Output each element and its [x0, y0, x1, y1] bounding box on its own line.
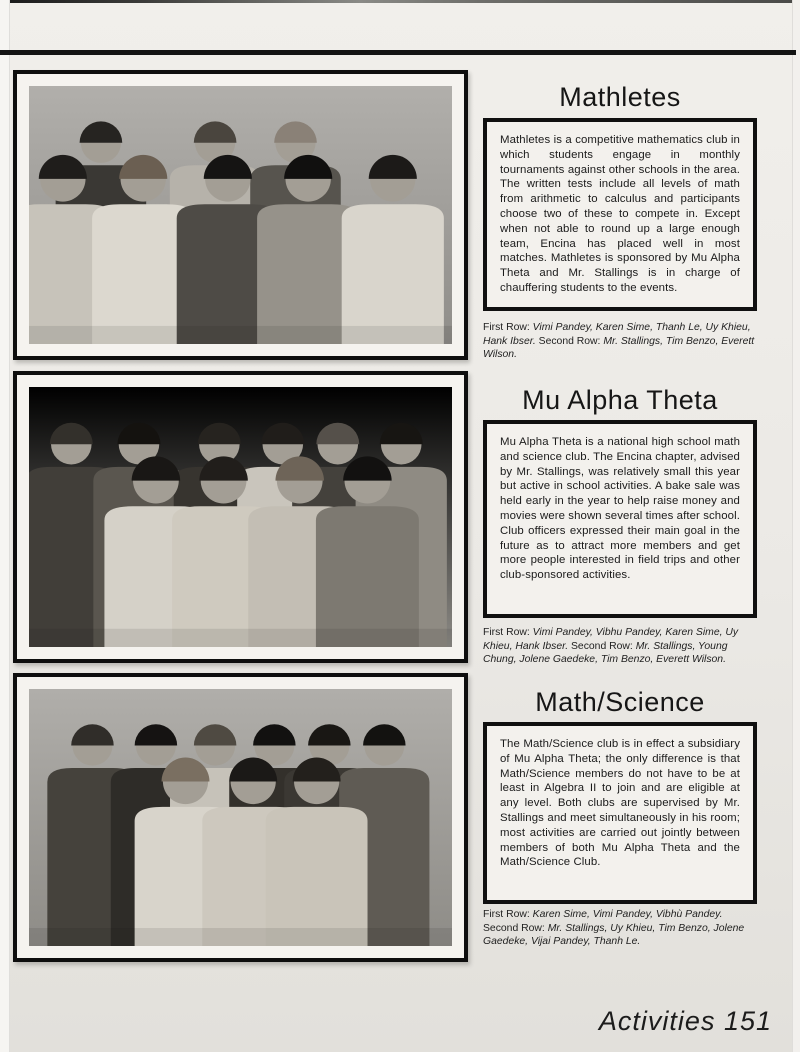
mathletes-photo-caption	[483, 321, 757, 362]
caption-row-label: First Row:	[483, 322, 533, 333]
caption-names: Mr. Stallings, Uy Khieu, Tim Benzo, Jolene Gaedeke, Vijai Pandey, Thanh Le.	[483, 922, 745, 947]
mathletes-description-box	[483, 118, 757, 311]
caption-names: Karen Sime, Vimi Pandey, Vibhù Pandey.	[532, 909, 723, 920]
caption-row-label: First Row:	[483, 627, 533, 638]
header-rule	[0, 50, 796, 55]
mu-alpha-theta-description-box	[483, 420, 757, 618]
page-top-edge-line	[0, 0, 800, 3]
math-science-description-box	[483, 722, 757, 904]
footer-page-label: Activities 151	[598, 1006, 772, 1036]
math-science-group-photo	[29, 689, 452, 946]
mathletes-photo-frame	[13, 70, 468, 360]
section-title-mu-alpha-theta: Mu Alpha Theta	[522, 385, 718, 415]
math-science-description: The Math/Science club is in effect a subsidiary of Mu Alpha Theta; the only difference is that Math/Science members do not have to be at least in Algebra II to join and are eligible at any level. Both clubs are supervised by Mr. Stallings and meet simultaneously in his room; most activities are carried out jointly between members of both Mu Alpha Theta and the Math/Science Club.	[500, 738, 740, 869]
caption-names: Vimi Pandey, Karen Sime, Thanh Le, Uy Khieu, Hank Ibser.	[483, 322, 751, 347]
page-left-margin	[0, 0, 10, 1052]
caption-row-label: Second Row:	[538, 335, 604, 347]
caption-names: Mr. Stallings, Young Chung, Jolene Gaedeke, Tim Benzo, Everett Wilson.	[483, 640, 728, 665]
caption-row-label: First Row:	[483, 909, 533, 920]
mu-alpha-theta-photo-caption	[483, 626, 757, 667]
page-right-margin	[792, 0, 800, 1052]
section-title-math-science: Math/Science	[535, 687, 705, 717]
section-title-mathletes: Mathletes	[559, 82, 681, 112]
mu-alpha-theta-photo-frame	[13, 371, 468, 663]
math-science-photo-caption	[483, 908, 757, 949]
caption-names: Mr. Stallings, Tim Benzo, Everett Wilson.	[483, 335, 755, 360]
mathletes-group-photo	[29, 86, 452, 344]
page-footer	[599, 1006, 772, 1037]
caption-row-label: Second Row:	[483, 922, 548, 934]
caption-names: Vimi Pandey, Vibhu Pandey, Karen Sime, Uy Khieu, Hank Ibser.	[483, 627, 739, 652]
caption-row-label: Second Row:	[570, 640, 636, 652]
mu-alpha-theta-description: Mu Alpha Theta is a national high school math and science club. The Encina chapter, advised by Mr. Stallings, was relatively small this year but active in school activities. A bake sale was held early in the year to help raise money and movies were shown several times after school. Club officers expressed their main goal in the future as to attract more members and get more people interested in field trips and other club-sponsored activities.	[500, 436, 740, 582]
mu-alpha-theta-group-photo	[29, 387, 452, 647]
math-science-photo-frame	[13, 673, 468, 962]
mathletes-description: Mathletes is a competitive mathematics club in which students engage in monthly tournaments against other schools in the area. The written tests include all levels of math from arithmetic to calculus and participants choose two of these to compete in. Except when not able to round up a large enough team, Encina has placed well in most matches. Mathletes is sponsored by Mu Alpha Theta and Mr. Stallings is in charge of chauffering students to the events.	[500, 134, 740, 294]
